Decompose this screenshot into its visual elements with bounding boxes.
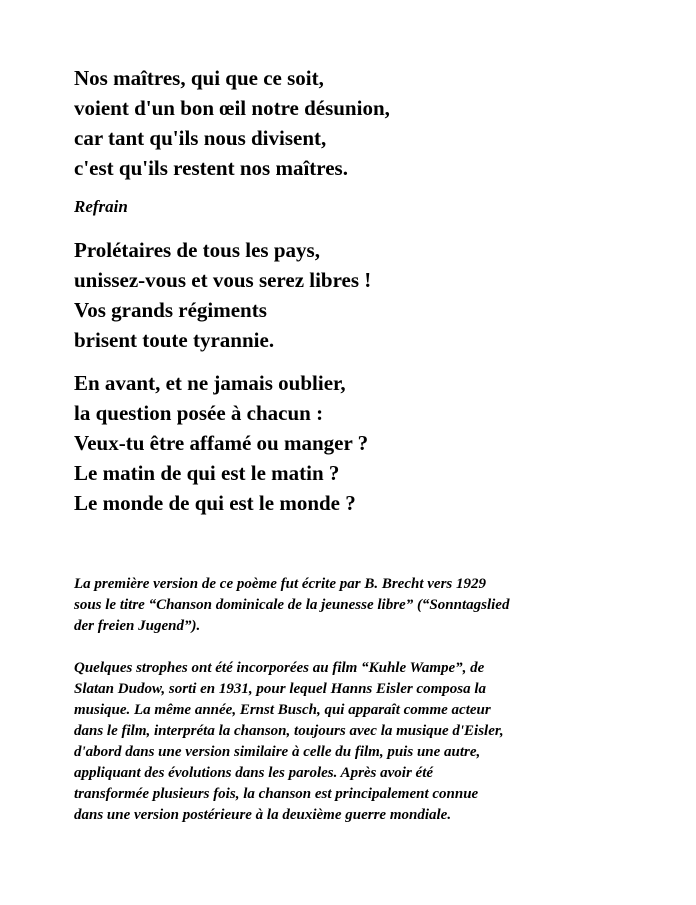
stanza-1 — [74, 63, 390, 183]
stanza-line: c'est qu'ils restent nos maîtres. — [74, 156, 348, 180]
stanza-line: brisent toute tyrannie. — [74, 328, 275, 352]
note-line: musique. La même année, Ernst Busch, qui apparaît comme acteur — [74, 702, 491, 718]
stanza-line: Vos grands régiments — [74, 298, 267, 322]
note-line: La première version de ce poème fut écrite par B. Brecht vers 1929 — [74, 576, 487, 592]
refrain-label: Refrain — [74, 197, 128, 216]
note-paragraph-2 — [74, 658, 634, 826]
stanza-3 — [74, 368, 368, 518]
note-line: Slatan Dudow, sorti en 1931, pour lequel Hanns Eisler composa la — [74, 681, 487, 697]
note-line: transformée plusieurs fois, la chanson est principalement connue — [74, 786, 479, 802]
stanza-line: unissez-vous et vous serez libres ! — [74, 268, 372, 292]
note-paragraph-1 — [74, 574, 634, 637]
note-line: dans le film, interpréta la chanson, toujours avec la musique d'Eisler, — [74, 723, 504, 739]
stanza-line: Veux-tu être affamé ou manger ? — [74, 431, 369, 455]
note-line: appliquant des évolutions dans les paroles. Après avoir été — [74, 765, 434, 781]
note-line: sous le titre “Chanson dominicale de la jeunesse libre” (“Sonntagslied — [74, 597, 510, 613]
stanza-line: car tant qu'ils nous divisent, — [74, 126, 327, 150]
note-line: dans une version postérieure à la deuxième guerre mondiale. — [74, 807, 452, 823]
note-line: der freien Jugend”). — [74, 618, 201, 634]
stanza-line: la question posée à chacun : — [74, 401, 324, 425]
stanza-line: Le matin de qui est le matin ? — [74, 461, 340, 485]
stanza-line: En avant, et ne jamais oublier, — [74, 371, 346, 395]
stanza-refrain — [74, 235, 371, 355]
stanza-line: voient d'un bon œil notre désunion, — [74, 96, 390, 120]
note-line: d'abord dans une version similaire à celle du film, puis une autre, — [74, 744, 481, 760]
note-line: Quelques strophes ont été incorporées au film “Kuhle Wampe”, de — [74, 660, 485, 676]
stanza-line: Prolétaires de tous les pays, — [74, 238, 320, 262]
stanza-line: Nos maîtres, qui que ce soit, — [74, 66, 324, 90]
stanza-line: Le monde de qui est le monde ? — [74, 491, 356, 515]
